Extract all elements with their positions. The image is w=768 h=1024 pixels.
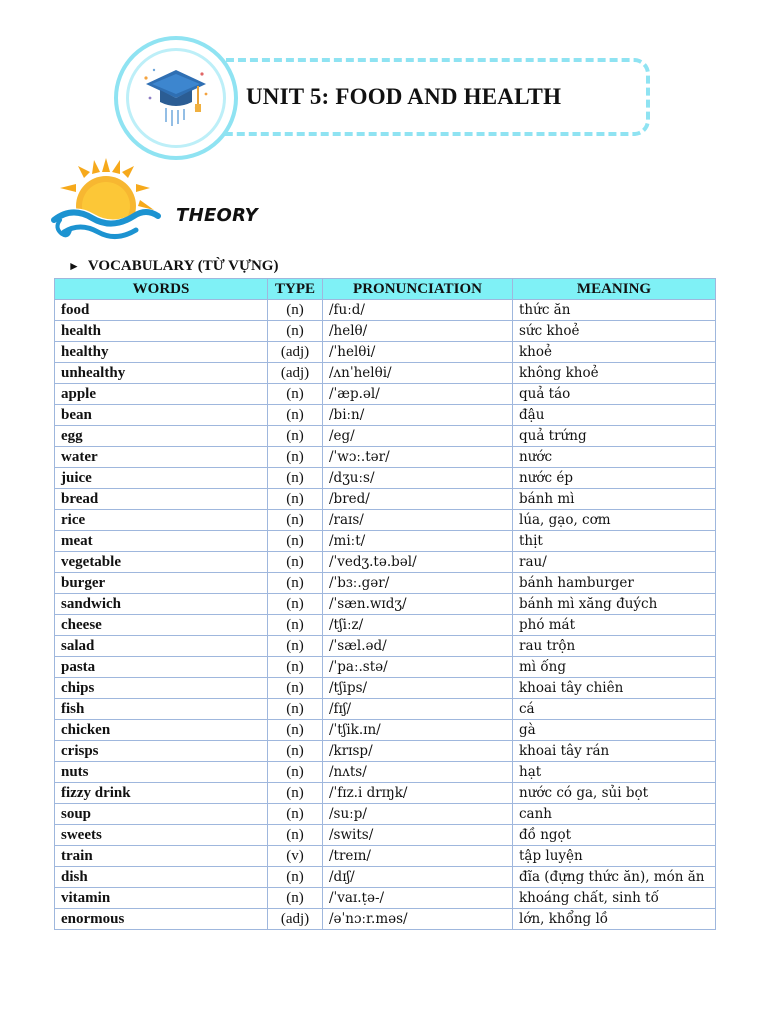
- meaning-cell: đậu: [513, 405, 716, 426]
- pronunciation-cell: /biːn/: [323, 405, 513, 426]
- type-cell: (n): [268, 657, 323, 678]
- table-row: [55, 657, 716, 678]
- type-cell: (n): [268, 426, 323, 447]
- pronunciation-cell: /raɪs/: [323, 510, 513, 531]
- word-cell: rice: [55, 510, 268, 531]
- pronunciation-cell: /ˈæp.əl/: [323, 384, 513, 405]
- pronunciation-cell: /ˈpaː.stə/: [323, 657, 513, 678]
- column-header-pronunciation: PRONUNCIATION: [323, 279, 513, 300]
- table-row: [55, 615, 716, 636]
- pronunciation-cell: /tʃiːz/: [323, 615, 513, 636]
- pronunciation-cell: /miːt/: [323, 531, 513, 552]
- column-header-meaning: MEANING: [513, 279, 716, 300]
- type-cell: (adj): [268, 909, 323, 930]
- meaning-cell: hạt: [513, 762, 716, 783]
- type-cell: (n): [268, 489, 323, 510]
- table-row: [55, 867, 716, 888]
- meaning-cell: khoẻ: [513, 342, 716, 363]
- type-cell: (n): [268, 720, 323, 741]
- meaning-cell: phó mát: [513, 615, 716, 636]
- bullet-arrow-icon: ►: [68, 259, 80, 273]
- word-cell: soup: [55, 804, 268, 825]
- word-cell: vegetable: [55, 552, 268, 573]
- meaning-cell: nước: [513, 447, 716, 468]
- vocabulary-table-body: [55, 300, 716, 930]
- table-row: [55, 909, 716, 930]
- table-row: [55, 699, 716, 720]
- type-cell: (n): [268, 510, 323, 531]
- table-row: [55, 384, 716, 405]
- meaning-cell: khoáng chất, sinh tố: [513, 888, 716, 909]
- table-row: [55, 888, 716, 909]
- meaning-cell: gà: [513, 720, 716, 741]
- word-cell: fizzy drink: [55, 783, 268, 804]
- table-row: [55, 573, 716, 594]
- meaning-cell: khoai tây chiên: [513, 678, 716, 699]
- table-row: [55, 426, 716, 447]
- table-row: [55, 720, 716, 741]
- pronunciation-cell: /ˈbɜː.gər/: [323, 573, 513, 594]
- pronunciation-cell: /dɪʃ/: [323, 867, 513, 888]
- vocabulary-table: [54, 278, 716, 930]
- type-cell: (adj): [268, 363, 323, 384]
- table-row: [55, 342, 716, 363]
- table-row: [55, 468, 716, 489]
- pronunciation-cell: /dʒuːs/: [323, 468, 513, 489]
- pronunciation-cell: /ʌnˈhelθi/: [323, 363, 513, 384]
- meaning-cell: bánh hamburger: [513, 573, 716, 594]
- pronunciation-cell: /fuːd/: [323, 300, 513, 321]
- pronunciation-cell: /ˈtʃik.ɪn/: [323, 720, 513, 741]
- meaning-cell: bánh mì: [513, 489, 716, 510]
- meaning-cell: canh: [513, 804, 716, 825]
- word-cell: bean: [55, 405, 268, 426]
- pronunciation-cell: /bred/: [323, 489, 513, 510]
- page-title: UNIT 5: FOOD AND HEALTH: [246, 84, 562, 109]
- pronunciation-cell: /treɪn/: [323, 846, 513, 867]
- word-cell: water: [55, 447, 268, 468]
- table-row: [55, 594, 716, 615]
- table-row: [55, 447, 716, 468]
- meaning-cell: lúa, gạo, cơm: [513, 510, 716, 531]
- meaning-cell: đĩa (đựng thức ăn), món ăn: [513, 867, 716, 888]
- pronunciation-cell: /fɪʃ/: [323, 699, 513, 720]
- type-cell: (n): [268, 804, 323, 825]
- word-cell: sandwich: [55, 594, 268, 615]
- word-cell: juice: [55, 468, 268, 489]
- pronunciation-cell: /swits/: [323, 825, 513, 846]
- type-cell: (n): [268, 888, 323, 909]
- word-cell: pasta: [55, 657, 268, 678]
- table-row: [55, 741, 716, 762]
- type-cell: (n): [268, 825, 323, 846]
- pronunciation-cell: /ˈhelθi/: [323, 342, 513, 363]
- meaning-cell: nước ép: [513, 468, 716, 489]
- table-row: [55, 678, 716, 699]
- type-cell: (n): [268, 468, 323, 489]
- type-cell: (n): [268, 867, 323, 888]
- type-cell: (n): [268, 300, 323, 321]
- meaning-cell: sức khoẻ: [513, 321, 716, 342]
- meaning-cell: rau/: [513, 552, 716, 573]
- word-cell: meat: [55, 531, 268, 552]
- type-cell: (n): [268, 783, 323, 804]
- table-row: [55, 510, 716, 531]
- table-row: [55, 531, 716, 552]
- pronunciation-cell: /helθ/: [323, 321, 513, 342]
- column-header-type: TYPE: [268, 279, 323, 300]
- word-cell: burger: [55, 573, 268, 594]
- table-row: [55, 762, 716, 783]
- table-row: [55, 825, 716, 846]
- type-cell: (n): [268, 615, 323, 636]
- pronunciation-cell: /ˈfɪz.i drɪŋk/: [323, 783, 513, 804]
- pronunciation-cell: /ˈwɔː.tər/: [323, 447, 513, 468]
- type-cell: (n): [268, 741, 323, 762]
- meaning-cell: cá: [513, 699, 716, 720]
- pronunciation-cell: /ˈvaɪ.ṭə-/: [323, 888, 513, 909]
- vocabulary-heading-text: VOCABULARY (TỪ VỰNG): [87, 258, 279, 274]
- meaning-cell: đồ ngọt: [513, 825, 716, 846]
- word-cell: vitamin: [55, 888, 268, 909]
- type-cell: (n): [268, 552, 323, 573]
- type-cell: (n): [268, 699, 323, 720]
- meaning-cell: quả trứng: [513, 426, 716, 447]
- word-cell: food: [55, 300, 268, 321]
- meaning-cell: tập luyện: [513, 846, 716, 867]
- column-header-words: WORDS: [55, 279, 268, 300]
- word-cell: healthy: [55, 342, 268, 363]
- table-row: [55, 363, 716, 384]
- meaning-cell: thức ăn: [513, 300, 716, 321]
- meaning-cell: rau trộn: [513, 636, 716, 657]
- word-cell: chicken: [55, 720, 268, 741]
- type-cell: (n): [268, 678, 323, 699]
- vocabulary-heading: [68, 258, 278, 275]
- pronunciation-cell: /tʃips/: [323, 678, 513, 699]
- type-cell: (n): [268, 594, 323, 615]
- word-cell: apple: [55, 384, 268, 405]
- table-row: [55, 489, 716, 510]
- type-cell: (n): [268, 321, 323, 342]
- table-row: [55, 846, 716, 867]
- pronunciation-cell: /əˈnɔːr.məs/: [323, 909, 513, 930]
- meaning-cell: quả táo: [513, 384, 716, 405]
- type-cell: (v): [268, 846, 323, 867]
- word-cell: dish: [55, 867, 268, 888]
- meaning-cell: thịt: [513, 531, 716, 552]
- section-title-theory: THEORY: [176, 205, 258, 226]
- table-row: [55, 405, 716, 426]
- pronunciation-cell: /krɪsp/: [323, 741, 513, 762]
- word-cell: crisps: [55, 741, 268, 762]
- word-cell: egg: [55, 426, 268, 447]
- graduation-cap-icon: [140, 64, 212, 128]
- pronunciation-cell: /suːp/: [323, 804, 513, 825]
- word-cell: salad: [55, 636, 268, 657]
- table-row: [55, 804, 716, 825]
- word-cell: cheese: [55, 615, 268, 636]
- meaning-cell: lớn, khổng lồ: [513, 909, 716, 930]
- meaning-cell: bánh mì xăng đuých: [513, 594, 716, 615]
- word-cell: sweets: [55, 825, 268, 846]
- word-cell: health: [55, 321, 268, 342]
- sun-wave-icon: [50, 158, 162, 248]
- type-cell: (n): [268, 405, 323, 426]
- word-cell: enormous: [55, 909, 268, 930]
- word-cell: nuts: [55, 762, 268, 783]
- word-cell: chips: [55, 678, 268, 699]
- meaning-cell: khoai tây rán: [513, 741, 716, 762]
- word-cell: train: [55, 846, 268, 867]
- meaning-cell: nước có ga, sủi bọt: [513, 783, 716, 804]
- pronunciation-cell: /ˈsæl.əd/: [323, 636, 513, 657]
- meaning-cell: không khoẻ: [513, 363, 716, 384]
- table-row: [55, 300, 716, 321]
- pronunciation-cell: /ˈsæn.wɪdʒ/: [323, 594, 513, 615]
- word-cell: unhealthy: [55, 363, 268, 384]
- type-cell: (n): [268, 531, 323, 552]
- table-row: [55, 636, 716, 657]
- type-cell: (n): [268, 636, 323, 657]
- type-cell: (adj): [268, 342, 323, 363]
- pronunciation-cell: /ˈvedʒ.tə.bəl/: [323, 552, 513, 573]
- pronunciation-cell: /nʌts/: [323, 762, 513, 783]
- pronunciation-cell: /eg/: [323, 426, 513, 447]
- table-row: [55, 783, 716, 804]
- word-cell: bread: [55, 489, 268, 510]
- type-cell: (n): [268, 447, 323, 468]
- type-cell: (n): [268, 762, 323, 783]
- table-header-row: [55, 279, 716, 300]
- meaning-cell: mì ống: [513, 657, 716, 678]
- type-cell: (n): [268, 384, 323, 405]
- word-cell: fish: [55, 699, 268, 720]
- table-row: [55, 321, 716, 342]
- table-row: [55, 552, 716, 573]
- type-cell: (n): [268, 573, 323, 594]
